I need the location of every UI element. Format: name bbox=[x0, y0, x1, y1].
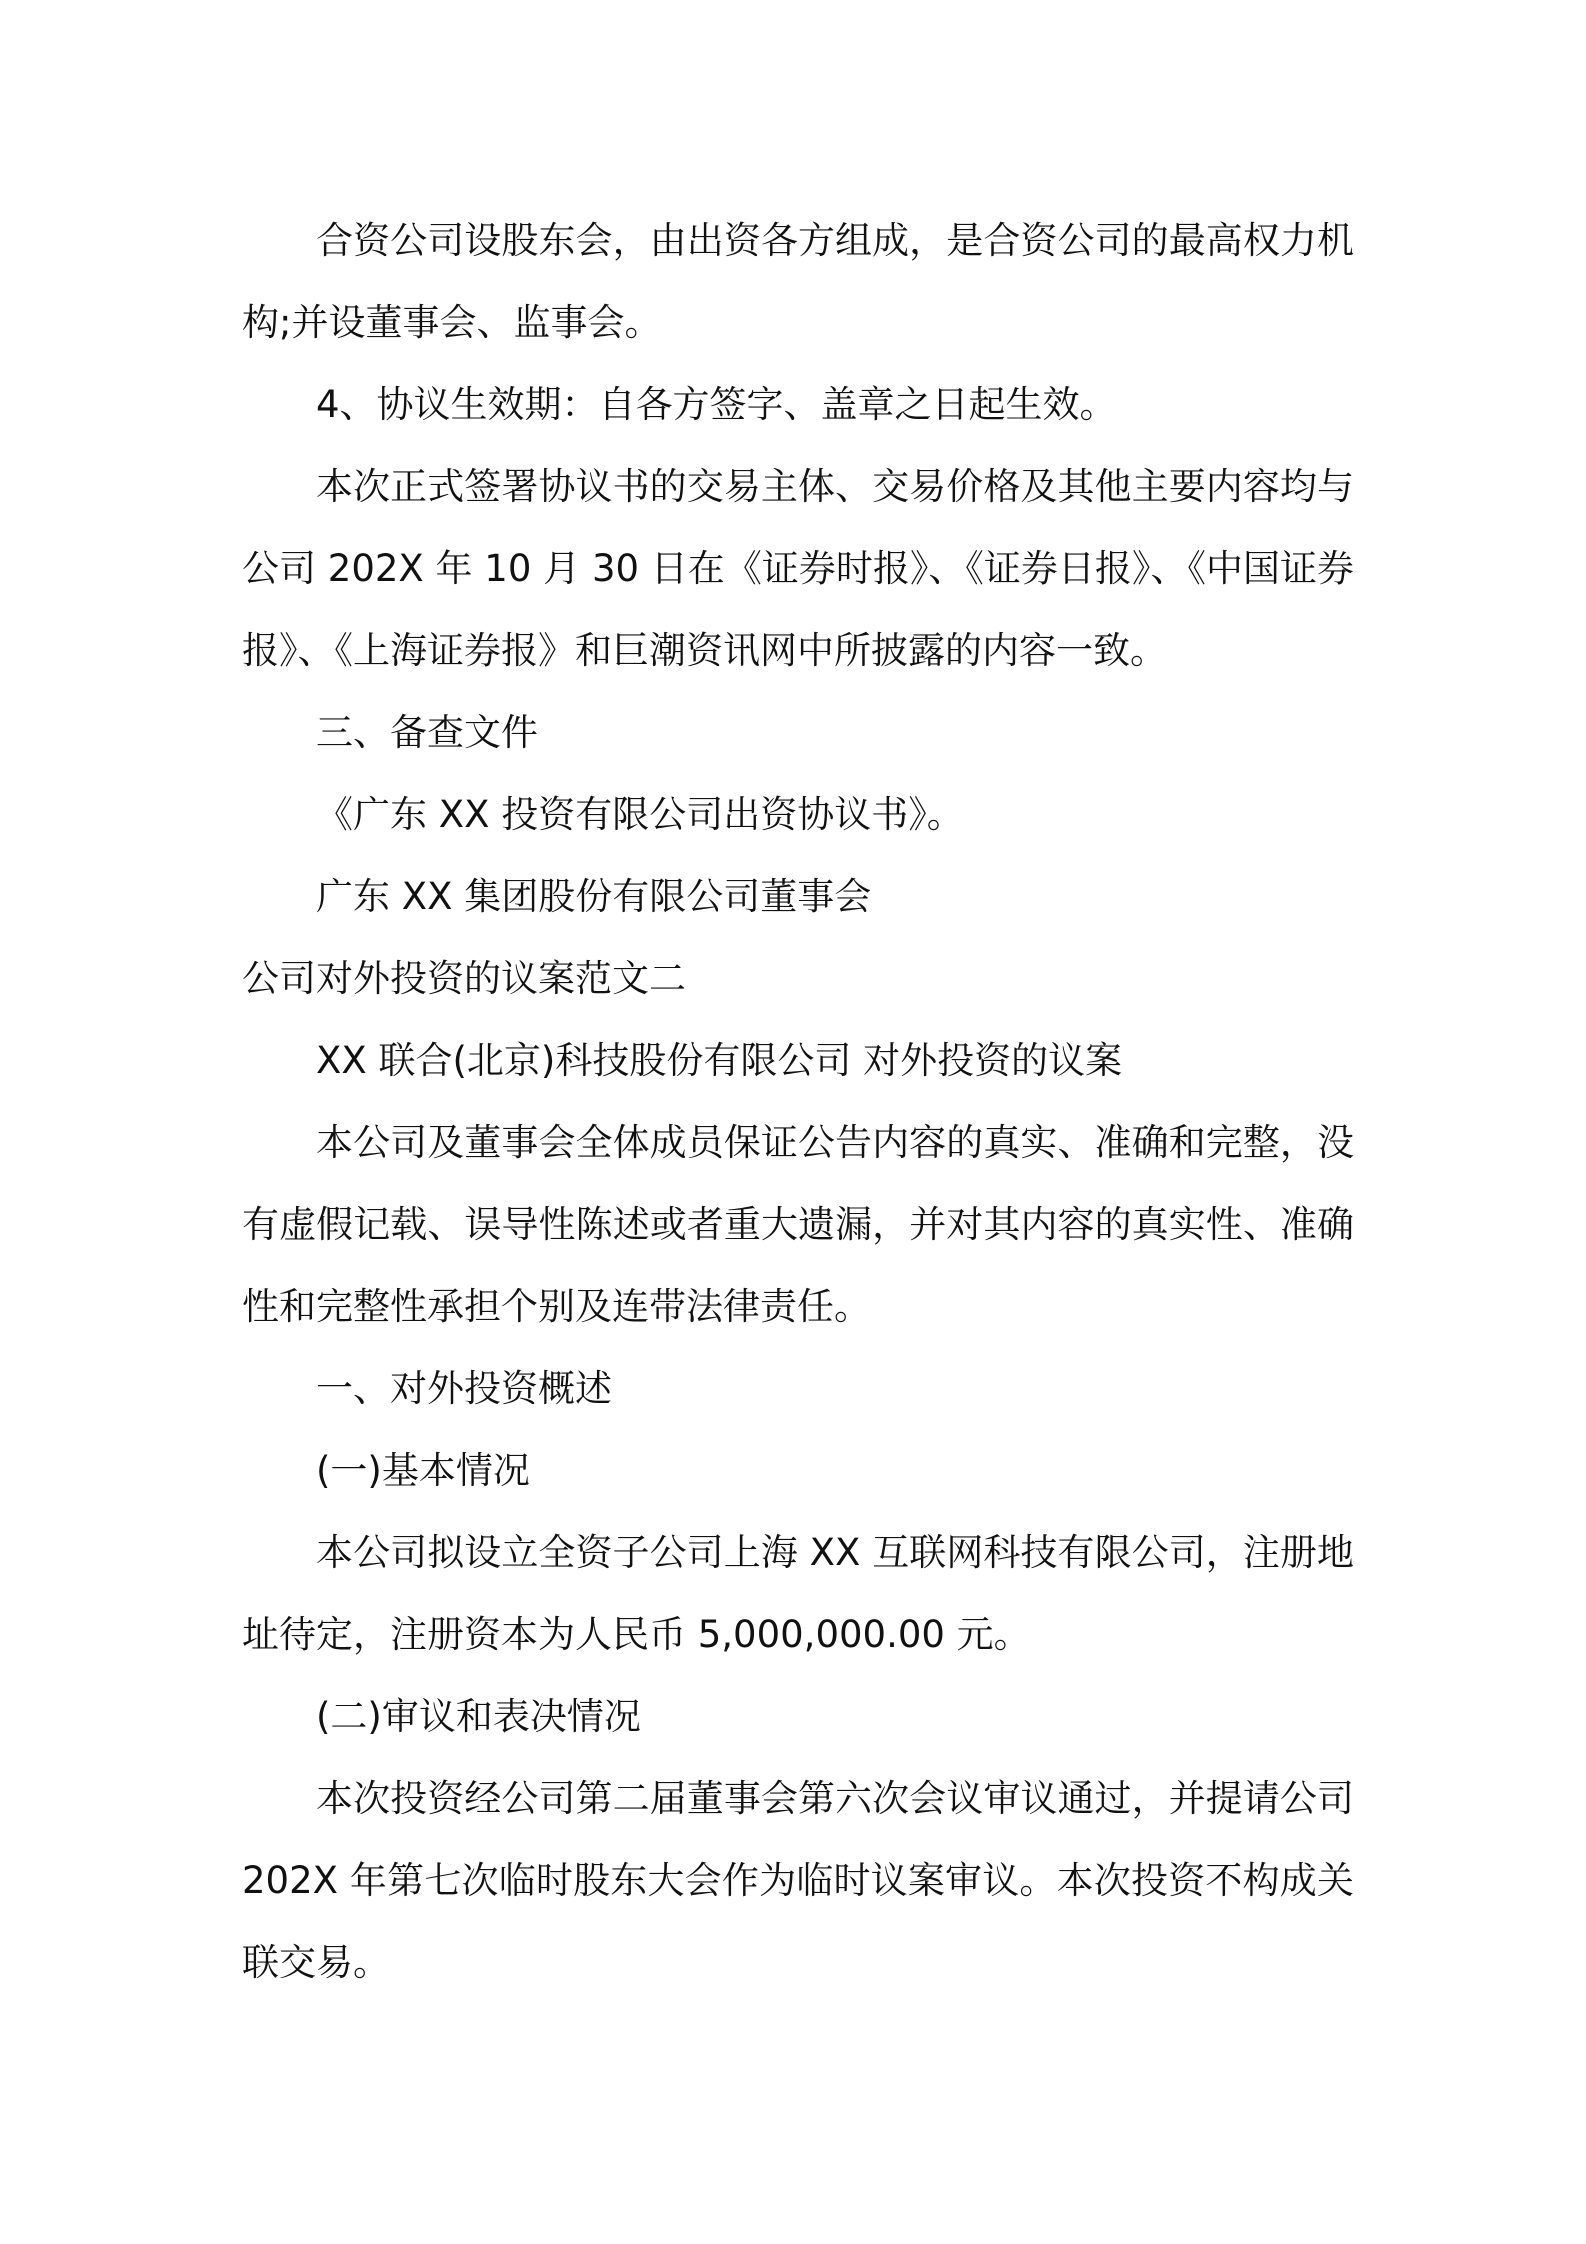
heading-reference-documents: 三、备查文件 bbox=[316, 711, 538, 754]
paragraph-board-approval: 本次投资经公司第二届董事会第六次会议审议通过，并提请公司 202X 年第七次临时股东大会作为临时议案审议。本次投资不构成关联交易。 bbox=[242, 1777, 1354, 1984]
paragraph-subsidiary-setup: 本公司拟设立全资子公司上海 XX 互联网科技有限公司，注册地址待定，注册资本为人民币 5,000,000.00 元。 bbox=[242, 1531, 1354, 1656]
heading-basic-situation: (一)基本情况 bbox=[316, 1449, 530, 1492]
paragraph-board-guarantee: 本公司及董事会全体成员保证公告内容的真实、准确和完整，没有虚假记载、误导性陈述或者重大遗漏，并对其内容的真实性、准确性和完整性承担个别及连带法律责任。 bbox=[242, 1121, 1354, 1328]
paragraph-agreement-consistency: 本次正式签署协议书的交易主体、交易价格及其他主要内容均与公司 202X 年 10 月 30 日在《证券时报》、《证券日报》、《中国证券报》、《上海证券报》和巨潮资讯网中所披露的内容一致。 bbox=[242, 465, 1354, 672]
heading-review-voting: (二)审议和表决情况 bbox=[316, 1695, 641, 1738]
paragraph-board-signature: 广东 XX 集团股份有限公司董事会 bbox=[316, 875, 872, 918]
paragraph-agreement-title: 《广东 XX 投资有限公司出资协议书》。 bbox=[316, 793, 964, 836]
heading-investment-overview: 一、对外投资概述 bbox=[316, 1367, 612, 1410]
document-body bbox=[242, 200, 1354, 2004]
paragraph-shareholders-meeting: 合资公司设股东会，由出资各方组成，是合资公司的最高权力机构;并设董事会、监事会。 bbox=[242, 219, 1354, 344]
heading-sample-two: 公司对外投资的议案范文二 bbox=[242, 957, 686, 1000]
paragraph-effective-date: 4、协议生效期：自各方签字、盖章之日起生效。 bbox=[316, 383, 1117, 426]
heading-investment-proposal: XX 联合(北京)科技股份有限公司 对外投资的议案 bbox=[316, 1039, 1123, 1082]
